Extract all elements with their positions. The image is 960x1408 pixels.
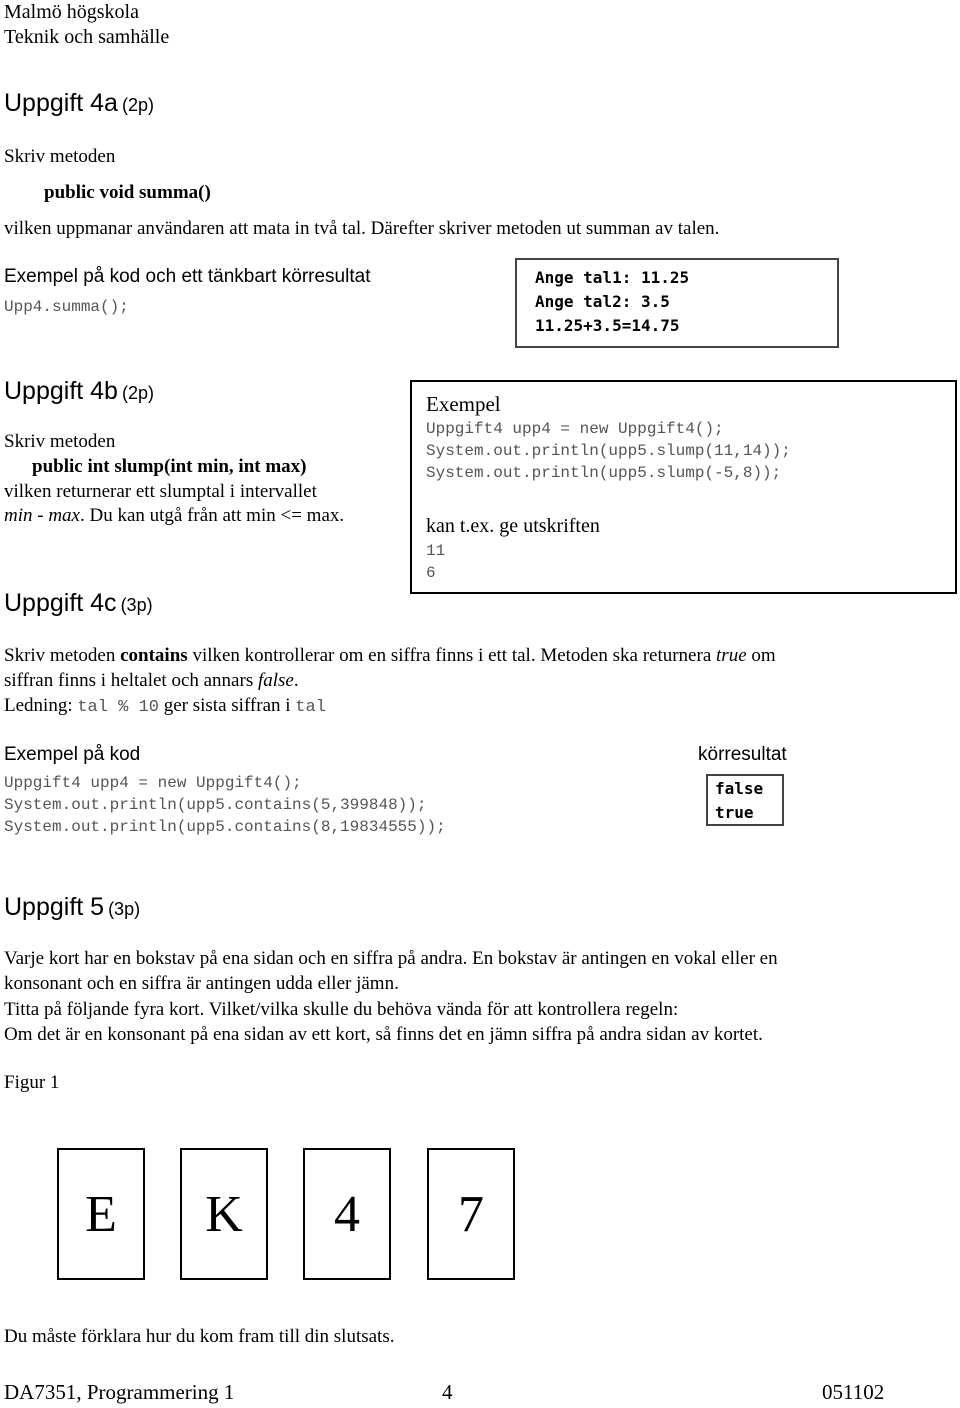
u4b-example-title: Exempel bbox=[426, 392, 501, 416]
u4b-example-code bbox=[426, 418, 791, 484]
card-7: 7 bbox=[427, 1148, 515, 1280]
u4c-console-output bbox=[706, 774, 784, 826]
u5-paragraph-1: Varje kort har en bokstav på ena sidan och en siffra på andra. En bokstav är antingen en vokal eller en bbox=[4, 948, 778, 969]
card-4: 4 bbox=[303, 1148, 391, 1280]
heading-5: Uppgift 5 (3p) bbox=[4, 893, 141, 921]
u4a-code: Upp4.summa(); bbox=[4, 298, 129, 316]
code-line: System.out.println(upp5.contains(5,399848)); bbox=[4, 796, 427, 814]
u4b-signature: public int slump(int min, int max) bbox=[32, 456, 307, 477]
u5-rule: Om det är en konsonant på ena sidan av ett kort, så finns det en jämn siffra på andra sidan av kortet. bbox=[4, 1024, 763, 1045]
u4a-intro: Skriv metoden bbox=[4, 146, 116, 167]
u5-paragraph-2: konsonant och en siffra är antingen udda eller jämn. bbox=[4, 973, 399, 994]
u4c-code bbox=[4, 772, 446, 838]
u4b-intro: Skriv metoden bbox=[4, 431, 116, 452]
footer-course: DA7351, Programmering 1 bbox=[4, 1380, 235, 1404]
u4c-text-line2: siffran finns i heltalet och annars false. bbox=[4, 670, 299, 691]
code-line: System.out.println(upp5.slump(-5,8)); bbox=[426, 464, 782, 482]
figure-label: Figur 1 bbox=[4, 1072, 60, 1093]
heading-4c: Uppgift 4c (3p) bbox=[4, 589, 153, 617]
card-k: K bbox=[180, 1148, 268, 1280]
u4b-output-values bbox=[426, 540, 445, 584]
output-line: 6 bbox=[426, 564, 436, 582]
u4a-console-output bbox=[515, 258, 839, 348]
code-line: System.out.println(upp5.contains(8,19834555)); bbox=[4, 818, 446, 836]
console-line: 11.25+3.5=14.75 bbox=[535, 316, 680, 335]
code-line: Uppgift4 upp4 = new Uppgift4(); bbox=[426, 420, 724, 438]
console-line: Ange tal1: 11.25 bbox=[535, 268, 690, 287]
code-line: System.out.println(upp5.slump(11,14)); bbox=[426, 442, 791, 460]
footer-page-number: 4 bbox=[442, 1380, 453, 1404]
u5-paragraph-3: Titta på följande fyra kort. Vilket/vilka skulle du behöva vända för att kontrollera regeln: bbox=[4, 999, 679, 1020]
heading-4a: Uppgift 4a (2p) bbox=[4, 89, 154, 117]
heading-4b: Uppgift 4b (2p) bbox=[4, 377, 154, 405]
card-e: E bbox=[57, 1148, 145, 1280]
console-line: false bbox=[715, 779, 764, 798]
school-name: Malmö högskola bbox=[4, 1, 139, 23]
u4b-example-box bbox=[410, 380, 957, 594]
u4a-description: vilken uppmanar användaren att mata in två tal. Därefter skriver metoden ut summan av talen. bbox=[4, 218, 720, 239]
u5-final-instruction: Du måste förklara hur du kom fram till din slutsats. bbox=[4, 1326, 395, 1347]
console-line: Ange tal2: 3.5 bbox=[535, 292, 670, 311]
faculty-name: Teknik och samhälle bbox=[4, 26, 170, 48]
u4a-example-heading: Exempel på kod och ett tänkbart körresultat bbox=[4, 266, 371, 287]
footer-date: 051102 bbox=[822, 1380, 885, 1404]
u4b-output-label: kan t.ex. ge utskriften bbox=[426, 515, 600, 537]
u4b-range: min - max. Du kan utgå från att min <= max. bbox=[4, 505, 345, 526]
u4c-example-heading: Exempel på kod bbox=[4, 744, 141, 765]
output-line: 11 bbox=[426, 542, 446, 560]
u4a-signature: public void summa() bbox=[44, 182, 211, 203]
u4c-result-heading: körresultat bbox=[698, 744, 787, 765]
u4c-text-line1: Skriv metoden contains vilken kontrollerar om en siffra finns i ett tal. Metoden ska returnera true om bbox=[4, 645, 776, 666]
u4b-description: vilken returnerar ett slumptal i intervallet bbox=[4, 481, 317, 502]
code-line: Uppgift4 upp4 = new Uppgift4(); bbox=[4, 774, 302, 792]
console-line: true bbox=[715, 803, 754, 822]
u4c-hint: Ledning: tal % 10 ger sista siffran i tal bbox=[4, 695, 326, 717]
